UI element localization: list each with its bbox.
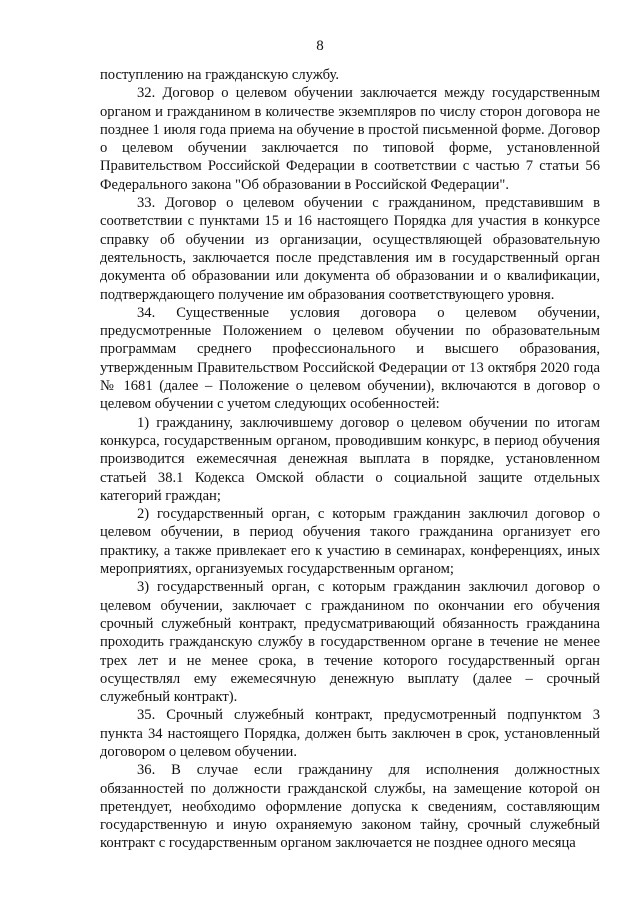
paragraph-36: 36. В случае если гражданину для исполнения должностных обязанностей по должности гражданской службы, на замещение которой он претендует, необходимо оформление допуска к сведениям, составляющим государственную и иную охраняемую законом тайну, срочный служебный контракт с государственным органом заключается не позднее одного месяца [100, 762, 600, 852]
paragraph-34-item-3: 3) государственный орган, с которым гражданин заключил договор о целевом обучении, заключает с гражданином по окончании его обучения срочный служебный контракт, предусматривающий обязанность гражданина проходить гражданскую службу в государственном органе в течение не менее трех лет и не менее срока, в течение которого государственный орган осуществлял ему ежемесячную денежную выплату (далее – срочный служебный контракт). [100, 579, 600, 706]
paragraph-35: 35. Срочный служебный контракт, предусмотренный подпунктом 3 пункта 34 настоящего Порядка, должен быть заключен в срок, установленный договором о целевом обучении. [100, 707, 600, 760]
paragraph-34-item-2: 2) государственный орган, с которым гражданин заключил договор о целевом обучении, в период обучения такого гражданина организует его практику, а также привлекает его к участию в семинарах, конференциях, иных мероприятиях, организуемых государственным органом; [100, 506, 600, 578]
paragraph-32: 32. Договор о целевом обучении заключается между государственным органом и гражданином в количестве экземпляров по числу сторон договора не позднее 1 июля года приема на обучение в простой письменной форме. Договор о целевом обучении заключается по типовой форме, установленной Правительством Российской Федерации в соответствии с частью 7 статьи 56 Федерального закона "Об образовании в Российской Федерации". [100, 85, 600, 193]
document-body [100, 66, 600, 853]
paragraph-34-item-1: 1) гражданину, заключившему договор о целевом обучении по итогам конкурса, государственным органом, проводившим конкурс, в период обучения производится ежемесячная денежная выплата в порядке, установленном статьей 38.1 Кодекса Омской области о социальной защите отдельных категорий граждан; [100, 414, 600, 504]
paragraph-34: 34. Существенные условия договора о целевом обучении, предусмотренные Положением о целевом обучении по образовательным программам среднего профессионального и высшего образования, утвержденным Правительством Российской Федерации от 13 октября 2020 года № 1681 (далее – Положение о целевом обучении), включаются в договор о целевом обучении с учетом следующих особенностей: [100, 304, 600, 413]
paragraph-continuation: поступлению на гражданскую службу. [100, 67, 339, 83]
page-number: 8 [316, 38, 324, 54]
paragraph-33: 33. Договор о целевом обучении с гражданином, представившим в соответствии с пунктами 15 и 16 настоящего Порядка для участия в конкурсе справку об обучении из организации, осуществляющей образовательную деятельность, заключается после представления им в государственный орган документа об образовании или документа об образовании и о квалификации, подтверждающего получение им образования соответствующего уровня. [100, 195, 600, 303]
